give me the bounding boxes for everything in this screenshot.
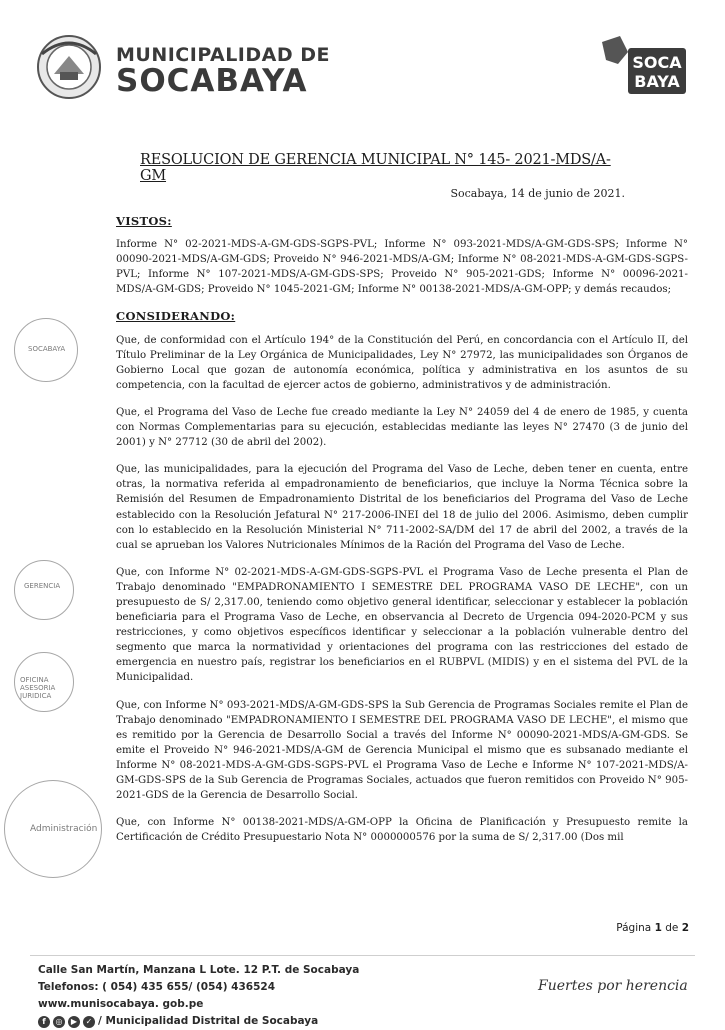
stamp-4-text: Administración [30, 824, 98, 834]
page-total: 2 [681, 922, 689, 934]
facebook-icon[interactable]: f [38, 1016, 50, 1028]
page-label: Página [616, 922, 652, 934]
considerando-paragraph-4: Que, con Informe N° 02-2021-MDS-A-GM-GDS-SGPS-PVL el Programa Vaso de Leche presenta el Plan de Trabajo denominado "EMPADRONAMIENTO I SEMESTRE DEL PROGRAMA VASO DE LECHE", con un presupuesto de S/ 2,317.00, teniendo como objetivo general identificar, seleccionar y establecer la población beneficiaria para el Programa Vaso de Leche, en observancia al Decreto de Urgencia 094-2020-PCM y sus restricciones, y como objetivos específicos identificar y seleccionar a la población vulnerable dentro del segmento que marca la normatividad y orientaciones del programa con las restricciones del estado de emergencia en nuestro país, registrar los beneficiarios en el RUBPVL (MIDIS) y en el sistema del PVL de la Municipalidad. [116, 566, 688, 684]
letterhead [0, 0, 725, 130]
considerando-paragraph-3: Que, las municipalidades, para la ejecución del Programa del Vaso de Leche, deben tener en cuenta, entre otras, la normativa referida al empadronamiento de beneficiarios, que incluye la Norma Técnica sobre la Remisión del Resumen de Empadronamiento Distrital de los beneficiarios del Programa del Vaso de Leche establecido con la Resolución Jefatural N° 217-2006-INEI del 18 de julio del 2006. Asimismo, deben cumplir con lo establecido en la Resolución Ministerial N° 711-2002-SA/DM del 17 de abril del 2002, a través de la cual se aprueban los Valores Nutricionales Mínimos de la Ración del Programa del Vaso de Leche. [116, 464, 688, 551]
vistos-paragraph: Informe N° 02-2021-MDS-A-GM-GDS-SGPS-PVL; Informe N° 093-2021-MDS/A-GM-GDS-SPS; Informe N° 00090-2021-MDS/A-GM-GDS; Proveido N° 946-2021-MDS/A-GM; Informe N° 08-2021-MDS-A-GM-GDS-SGPS-PVL; Informe N° 107-2021-MDS/A-GM-GDS-SPS; Proveido N° 905-2021-GDS; Informe N° 00096-2021-MDS/A-GM-GDS; Proveido N° 1045-2021-GM; Informe N° 00138-2021-MDS/A-GM-OPP; y demás recaudos; [116, 239, 688, 296]
municipal-stamp-2 [14, 560, 74, 620]
considerando-paragraph-2: Que, el Programa del Vaso de Leche fue creado mediante la Ley N° 24059 del 4 de enero de 1985, y cuenta con Normas Complementarias para su ejecución, establecidas mediante las leyes N° 27470 (3 de junio del 2001) y N° 27712 (30 de abril del 2002). [116, 406, 688, 449]
page-number [616, 922, 689, 934]
instagram-icon[interactable]: ◎ [53, 1016, 65, 1028]
resolution-date: Socabaya, 14 de junio de 2021. [450, 187, 625, 200]
considerando-paragraph-1: Que, de conformidad con el Artículo 194° de la Constitución del Perú, en concordancia con el Artículo II, del Título Preliminar de la Ley Orgánica de Municipalidades, Ley N° 27972, las municipalidades son Órganos de Gobierno Local que gozan de autonomía económica, política y administrativa en los asuntos de su competencia, con la facultad de ejercer actos de gobierno, administrativos y de administración. [116, 334, 688, 391]
municipality-name [116, 44, 330, 99]
footer-divider [30, 955, 695, 956]
resolution-body [116, 204, 688, 857]
brand-logo-line1: SOCA [632, 53, 682, 72]
stamp-3-text: OFICINA ASESORIA JURIDICA [20, 676, 56, 700]
footer-address: Calle San Martín, Manzana L Lote. 12 P.T. de Socabaya [38, 964, 360, 976]
municipality-name-line1: MUNICIPALIDAD DE [116, 44, 330, 66]
footer-phones: Telefonos: ( 054) 435 655/ (054) 436524 [38, 981, 275, 993]
footer-slogan: Fuertes por herencia [538, 978, 688, 994]
footer [38, 962, 359, 1030]
stamp-2-text: GERENCIA [24, 582, 61, 590]
footer-social-text: / Municipalidad Distrital de Socabaya [98, 1015, 319, 1027]
municipality-name-line2: SOCABAYA [116, 63, 308, 99]
twitter-icon[interactable]: ✓ [83, 1016, 95, 1028]
considerando-paragraph-6: Que, con Informe N° 00138-2021-MDS/A-GM-OPP la Oficina de Planificación y Presupuesto remite la Certificación de Crédito Presupuestario Nota N° 0000000576 por la suma de S/ 2,317.00 (Dos mil [116, 817, 688, 844]
socabaya-brand-logo [598, 34, 688, 100]
youtube-icon[interactable]: ▶ [68, 1016, 80, 1028]
resolution-title: RESOLUCION DE GERENCIA MUNICIPAL N° 145- 2021-MDS/A-GM [140, 152, 611, 184]
considerando-heading: CONSIDERANDO: [116, 309, 236, 324]
vistos-heading: VISTOS: [116, 214, 172, 228]
stamp-1-text: SOCABAYA [28, 345, 66, 353]
footer-website[interactable]: www.munisocabaya. gob.pe [38, 998, 204, 1010]
considerando-paragraph-5: Que, con Informe N° 093-2021-MDS/A-GM-GDS-SPS la Sub Gerencia de Programas Sociales remite el Plan de Trabajo denominado "EMPADRONAMIENTO I SEMESTRE DEL PROGRAMA VASO DE LECHE", el mismo que es remitido por la Gerencia de Desarrollo Social a través del Informe N° 00090-2021-MDS/A-GM-GDS. Se emite el Proveido N° 946-2021-MDS/A-GM de Gerencia Municipal el mismo que es subsanado mediante el Informe N° 08-2021-MDS-A-GM-GDS-SGPS-PVL el Programa Vaso de Leche e Informe N° 107-2021-MDS/A-GM-GDS-SPS de la Sub Gerencia de Programas Sociales, actuados que fueron remitidos con Proveido N° 905-2021-GDS de la Gerencia de Desarrollo Social. [116, 699, 688, 802]
page-of: de [665, 922, 679, 934]
footer-social [38, 1013, 359, 1030]
page-current: 1 [654, 922, 662, 934]
municipal-seal-logo [36, 34, 102, 100]
brand-logo-line2: BAYA [634, 72, 680, 91]
